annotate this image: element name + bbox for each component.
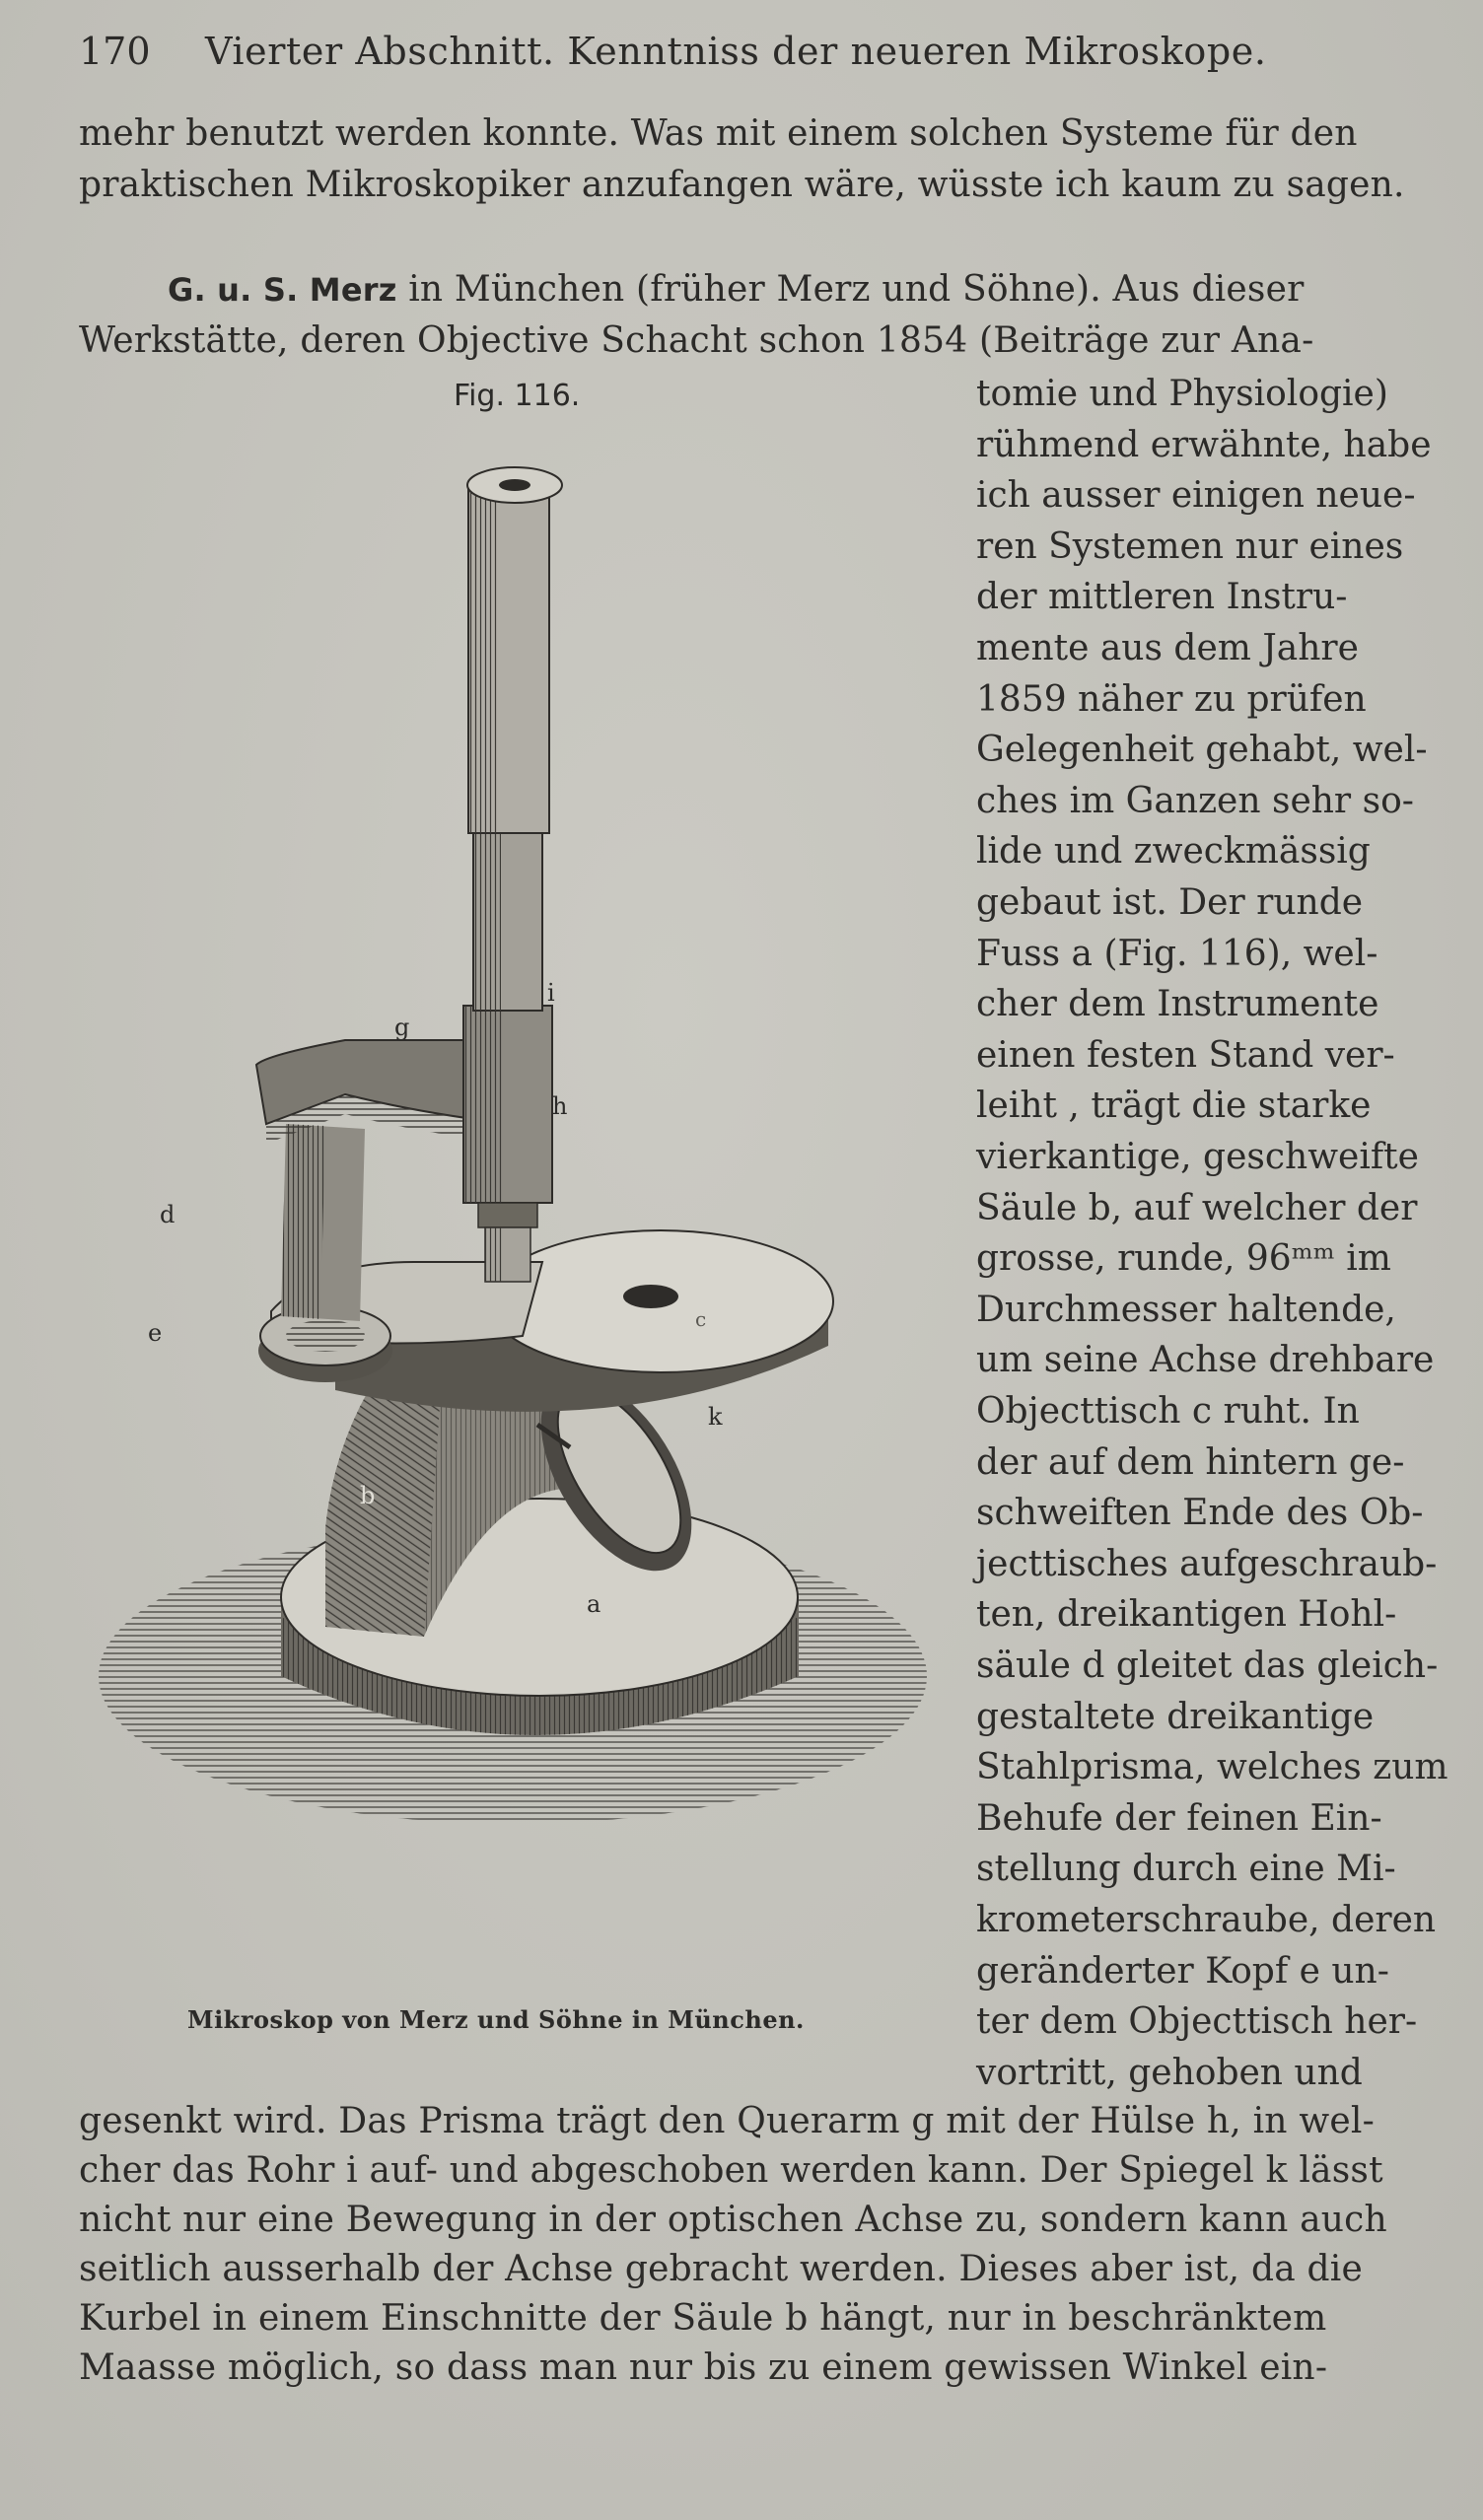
label-i: i — [547, 979, 555, 1007]
intro-line-2: praktischen Mikroskopiker anzufangen wäre, wüsste ich kaum zu sagen. — [79, 165, 1405, 205]
right-column-line: ren Systemen nur eines — [976, 525, 1404, 567]
maker-name: G. u. S. Merz — [168, 271, 397, 309]
bottom-line-6: Maasse möglich, so dass man nur bis zu einem gewissen Winkel ein- — [79, 2347, 1328, 2388]
tube-i — [467, 467, 562, 1011]
section-line-1-rest: in München (früher Merz und Söhne). Aus dieser — [396, 269, 1305, 310]
right-column-line: vortritt, gehoben und — [976, 2052, 1363, 2093]
bottom-line-5: Kurbel in einem Einschnitte der Säule b hängt, nur in beschränktem — [79, 2298, 1327, 2339]
right-column-line: ich ausser einigen neue- — [976, 475, 1416, 517]
right-column-line: grosse, runde, 96ᵐᵐ im — [976, 1238, 1391, 1280]
right-column-line: Fuss a (Fig. 116), wel- — [976, 933, 1378, 974]
right-column-line: vierkantige, geschweifte — [976, 1137, 1419, 1177]
right-column-line: Objecttisch c ruht. In — [976, 1391, 1360, 1432]
label-d: d — [160, 1201, 176, 1228]
right-column-line: jecttisches aufgeschraub- — [976, 1543, 1438, 1584]
right-column-line: krometerschraube, deren — [976, 1900, 1437, 1940]
right-column-line: Behufe der feinen Ein- — [976, 1797, 1382, 1839]
right-column-line: stellung durch eine Mi- — [976, 1849, 1396, 1890]
bottom-line-2: cher das Rohr i auf- und abgeschoben werden kann. Der Spiegel k lässt — [79, 2150, 1383, 2191]
right-column-line: Stahlprisma, welches zum — [976, 1747, 1448, 1788]
label-g: g — [394, 1014, 410, 1041]
right-column-line: ter dem Objecttisch her- — [976, 2001, 1418, 2043]
section-line-2: Werkstätte, deren Objective Schacht schon 1854 (Beiträge zur Ana- — [79, 320, 1314, 361]
right-column-line: geränderter Kopf e un- — [976, 1950, 1389, 1992]
sleeve-h — [463, 1006, 552, 1203]
bottom-line-4: seitlich ausserhalb der Achse gebracht werden. Dieses aber ist, da die — [79, 2249, 1363, 2289]
right-column-line: Gelegenheit gehabt, wel- — [976, 730, 1428, 771]
figure-label: Fig. 116. — [454, 379, 581, 413]
figure-caption: Mikroskop von Merz und Söhne in München. — [187, 2005, 805, 2034]
right-column-line: schweiften Ende des Ob- — [976, 1493, 1424, 1534]
label-k: k — [708, 1403, 723, 1431]
right-column-line: ten, dreikantigen Hohl- — [976, 1594, 1397, 1636]
right-column-line: um seine Achse drehbare — [976, 1340, 1435, 1381]
label-h: h — [552, 1092, 568, 1120]
right-column-line: 1859 näher zu prüfen — [976, 678, 1367, 720]
label-c: c — [695, 1307, 707, 1331]
right-column-line: cher dem Instrumente — [976, 984, 1379, 1025]
bottom-line-1: gesenkt wird. Das Prisma trägt den Querarm g mit der Hülse h, in wel- — [79, 2101, 1375, 2141]
right-column-line: säule d gleitet das gleich- — [976, 1645, 1439, 1686]
right-column-line: rühmend erwähnte, habe — [976, 424, 1432, 465]
page-number: 170 — [79, 30, 151, 73]
objective — [478, 1203, 537, 1282]
right-column-line: der mittleren Instru- — [976, 577, 1348, 618]
right-column-line: einen festen Stand ver- — [976, 1034, 1395, 1076]
right-column-line: Säule b, auf welcher der — [976, 1187, 1418, 1228]
label-e: e — [148, 1319, 163, 1347]
right-column-line: Durchmesser haltende, — [976, 1289, 1396, 1330]
right-column-line: ches im Ganzen sehr so- — [976, 780, 1414, 821]
right-column-line: tomie und Physiologie) — [976, 374, 1388, 414]
right-column-line: der auf dem hintern ge- — [976, 1441, 1405, 1483]
right-column-line: gebaut ist. Der runde — [976, 882, 1364, 923]
intro-line-1: mehr benutzt werden konnte. Was mit einem solchen Systeme für den — [79, 113, 1358, 154]
microscope-illustration — [99, 444, 947, 1982]
right-column-line: leiht , trägt die starke — [976, 1085, 1372, 1127]
right-column-line: gestaltete dreikantige — [976, 1696, 1375, 1737]
section-line-1 — [168, 266, 1305, 314]
bottom-line-3: nicht nur eine Bewegung in der optischen Achse zu, sondern kann auch — [79, 2200, 1387, 2240]
label-a: a — [587, 1590, 601, 1618]
label-b: b — [360, 1482, 376, 1509]
column-d — [281, 1124, 365, 1321]
right-column-line: lide und zweckmässig — [976, 831, 1371, 873]
running-head: Vierter Abschnitt. Kenntniss der neueren Mikroskope. — [205, 30, 1267, 73]
right-column-line: mente aus dem Jahre — [976, 628, 1359, 668]
